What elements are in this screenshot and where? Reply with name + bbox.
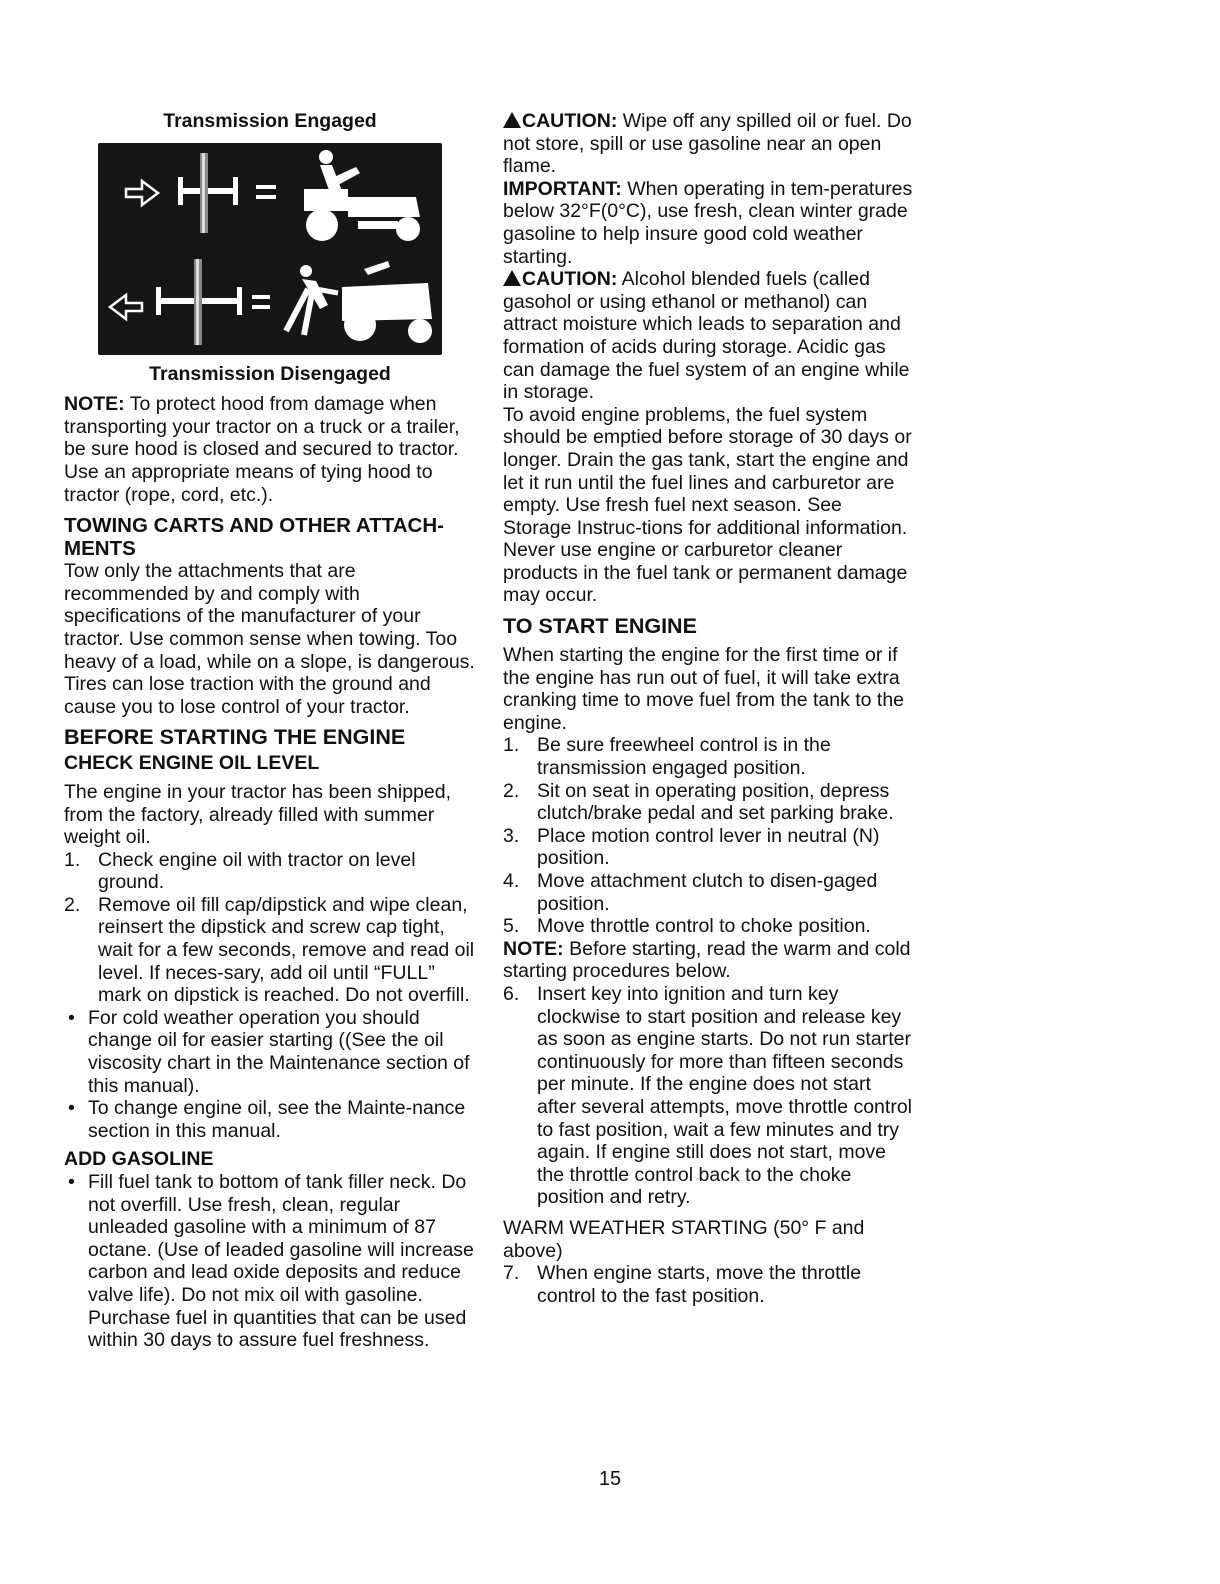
list-item: 2. Remove oil fill cap/dipstick and wipe clean, reinsert the dipstick and screw cap tight, wait for a few seconds, remove and read oil level. If neces-sary, add oil until “FULL” mark on dipstick is reached. Do not overfill.	[64, 893, 475, 1007]
caution-spilled-fuel: CAUTION: Wipe off any spilled oil or fuel. Do not store, spill or use gasoline near an open flame.	[503, 110, 912, 178]
list-item: • To change engine oil, see the Mainte-nance section in this manual.	[68, 1097, 466, 1142]
list-item: • Fill fuel tank to bottom of tank filler neck. Do not overfill. Use fresh, clean, regular unleaded gasoline with a minimum of 87 octane. (Use of leaded gasoline will increase carbon and lead oxide deposits and reduce valve life). Do not mix oil with gasoline. Purchase fuel in quantities that can be used within 30 days to assure fuel freshness.	[68, 1171, 474, 1352]
note-label: NOTE:	[64, 393, 125, 416]
figure-caption-engaged: Transmission Engaged	[163, 110, 377, 132]
never-use-cleaner-text: Never use engine or carburetor cleaner products in the fuel tank or permanent damage may occur.	[503, 539, 908, 607]
transmission-figure	[98, 143, 442, 355]
warning-triangle-icon	[503, 112, 521, 128]
start-steps-list	[503, 734, 915, 937]
equals-icon-2	[252, 295, 270, 309]
arrow-right-icon	[126, 181, 158, 205]
equals-icon	[256, 185, 276, 199]
arrow-left-icon	[110, 295, 142, 319]
transmission-diagram	[98, 143, 442, 355]
list-item: 2. Sit on seat in operating position, depress clutch/brake pedal and set parking brake.	[503, 779, 894, 825]
heading-to-start-engine: TO START ENGINE	[503, 614, 697, 639]
note-hood	[64, 393, 476, 506]
warning-triangle-icon	[503, 270, 521, 286]
important-cold-weather: IMPORTANT: When operating in tem-peratures below 32°F(0°C), use fresh, clean winter grade gasoline to help insure good cold weather starting.	[503, 177, 913, 268]
left-column	[64, 110, 476, 1352]
list-item: 1. Check engine oil with tractor on level ground.	[64, 848, 416, 894]
heading-check-oil: CHECK ENGINE OIL LEVEL	[64, 752, 320, 775]
towing-text: Tow only the attachments that are recommended by and comply with specifications of the manufacturer of your tractor. Use common sense when towing. Too heavy of a load, while on a slope, is dangerous. Tires can lose traction with the ground and cause you to lose control of your tractor.	[64, 560, 475, 718]
list-item: • For cold weather operation you should change oil for easier starting ((See the oil viscosity chart in the Maintenance section of this manual).	[68, 1006, 470, 1097]
page-number: 15	[598, 1468, 622, 1490]
oil-bullets-list	[64, 1007, 476, 1143]
start-steps-list-c	[503, 1262, 915, 1307]
oil-steps-list	[64, 849, 476, 1007]
caution-alcohol-fuels: CAUTION: Alcohol blended fuels (called gasohol or using ethanol or methanol) can attract moisture which leads to separation and formation of acids during storage. Acidic gas can damage the fuel system of an engine while in storage.	[503, 268, 910, 404]
start-engine-text: When starting the engine for the first time or if the engine has run out of fuel, it will take extra cranking time to move fuel from the tank to the engine.	[503, 644, 905, 734]
heading-before-starting: BEFORE STARTING THE ENGINE	[64, 725, 406, 750]
figure-caption-disengaged: Transmission Disengaged	[149, 362, 391, 385]
list-item: 7. When engine starts, move the throttle control to the fast position.	[503, 1262, 862, 1307]
list-item: 3. Place motion control lever in neutral (N) position.	[503, 824, 880, 870]
heading-warm-weather: WARM WEATHER STARTING (50° F and above)	[503, 1216, 865, 1262]
check-oil-text: The engine in your tractor has been shipped, from the factory, already filled with summer weight oil.	[64, 780, 452, 849]
person-pushing-tractor-icon	[286, 261, 432, 343]
heading-towing: TOWING CARTS AND OTHER ATTACH-MENTS	[64, 514, 444, 561]
list-item: 5. Move throttle control to choke position.	[503, 915, 871, 938]
tractor-driven-icon	[304, 150, 420, 241]
avoid-engine-problems-text: To avoid engine problems, the fuel system should be emptied before storage of 30 days or longer. Drain the gas tank, start the engine and let it run until the fuel lines and carburetor are empty. Use fresh fuel next season. See Storage Instruc-tions for additional information.	[503, 403, 912, 539]
list-item: 6. Insert key into ignition and turn key clockwise to start position and release key as soon as engine starts. Do not run starter continuously for more than fifteen seconds per minute. If the engine does not start after several attempts, move throttle control to fast position, wait a few minutes and try again. If engine still does not start, move the throttle control back to the choke position and retry.	[503, 982, 912, 1209]
start-steps-list-b	[503, 983, 915, 1209]
list-item: 4. Move attachment clutch to disen-gaged position.	[503, 870, 878, 915]
note-warm-cold: NOTE: Before starting, read the warm and cold starting procedures below.	[503, 937, 911, 983]
list-item: 1. Be sure freewheel control is in the transmission engaged position.	[503, 734, 831, 780]
right-column	[503, 110, 915, 1307]
gas-bullets-list	[64, 1171, 476, 1352]
note-hood-text: To protect hood from damage when transporting your tractor on a truck or a trailer, be sure hood is closed and secured to tractor. Use an appropriate means of tying hood to tractor (rope, cord, etc.).	[64, 393, 460, 506]
heading-add-gasoline: ADD GASOLINE	[64, 1148, 214, 1171]
lever-engaged-icon	[178, 153, 238, 233]
lever-disengaged-icon	[156, 259, 242, 345]
